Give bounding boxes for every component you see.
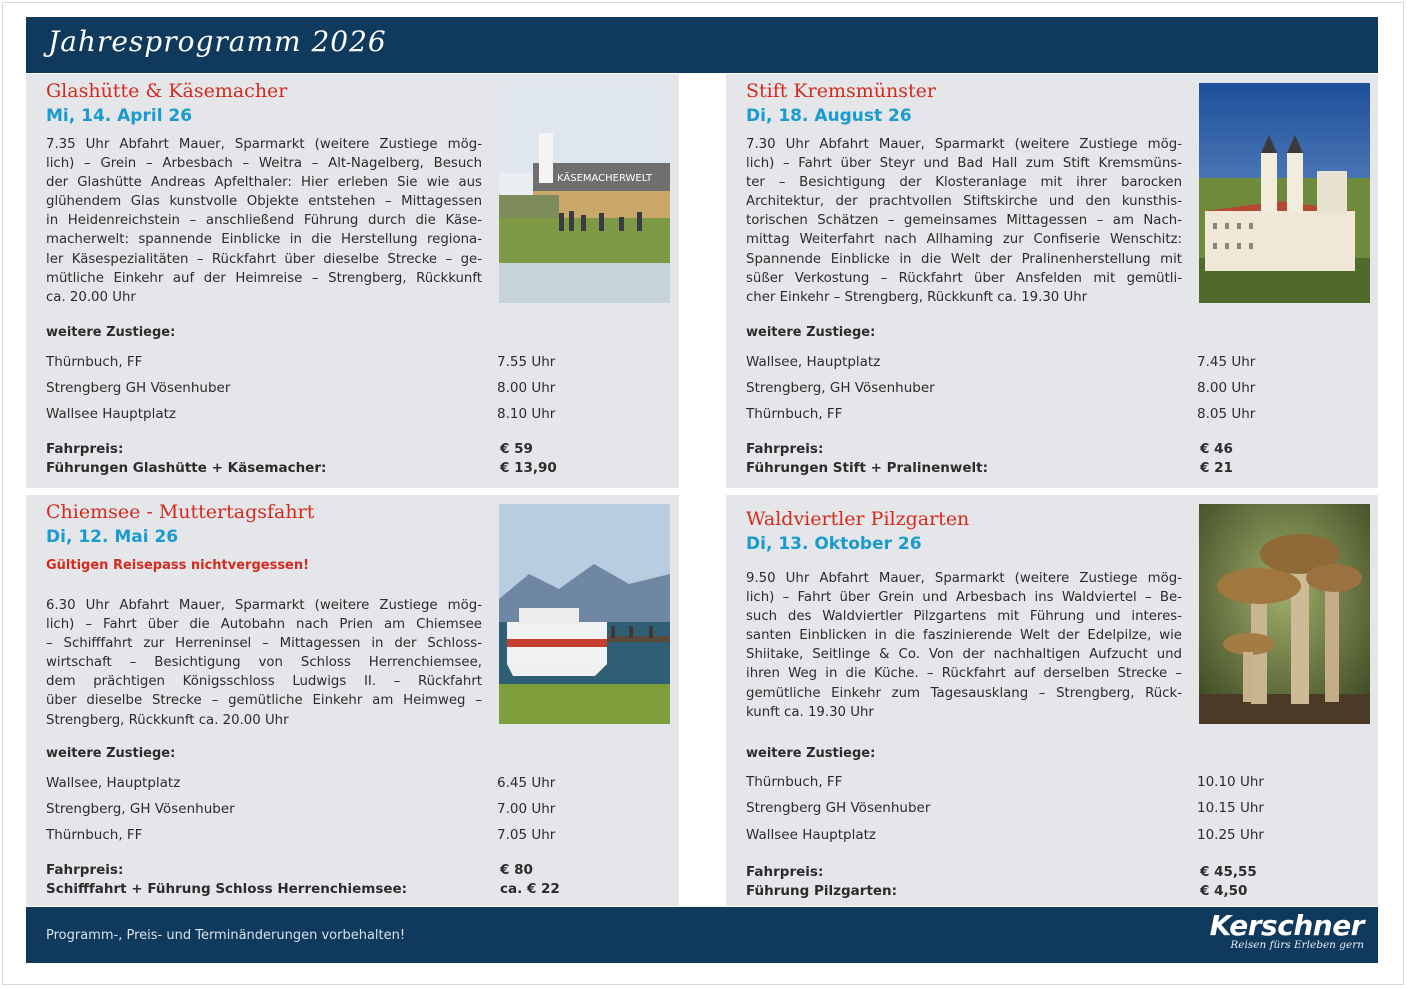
- stop-place: Thürnbuch, FF: [746, 406, 843, 422]
- stop-time: 6.45 Uhr: [497, 775, 556, 791]
- page-title: Jahresprogramm 2026: [48, 25, 387, 58]
- trip-photo-chiemsee: [499, 504, 670, 724]
- brand-logo: [1210, 909, 1364, 951]
- trip-description: 7.35 Uhr Abfahrt Mauer, Sparmarkt (weitere Zustiege mög- lich) – Grein – Arbesbach – Weitra – Alt-Nagelberg, Besuch der Glashütte Andreas Apfelthaler: Hier erleben Sie wie aus glühendem Glas kunstvolle Objekte entstehen – Mittagessen in Heidenreichstein – anschließend Führung durch die Käse- macherwelt: spannende Einblicke in die Herstellung regiona- ler Käsespezialitäten – Rückfahrt über dieselbe Strecke – ge- mütliche Einkehr auf der Heimreise – Strengberg, Rückkunft ca. 20.00 Uhr: [46, 137, 482, 305]
- trip-title: Chiemsee - Muttertagsfahrt: [46, 501, 315, 523]
- stop-place: Wallsee Hauptplatz: [746, 827, 877, 843]
- price-value: € 59: [500, 441, 533, 457]
- stops-heading: weitere Zustiege:: [46, 325, 176, 340]
- trip-card-pilzgarten: [726, 495, 1378, 906]
- stop-time: 8.00 Uhr: [497, 380, 556, 396]
- trip-description: 9.50 Uhr Abfahrt Mauer, Sparmarkt (weitere Zustiege mög- lich) – Fahrt über Grein und Arbesbach ins Waldviertel – Be- such des Waldviertler Pilzgartens mit Führung und interes- santen Einblicken in die faszinierende Welt der Edelpilze, wie Shiitake, Seitlinge & Co. Von der nachhaltigen Aufzucht und ihren Weg in die Küche. – Rückfahrt auf derselben Strecke – gemütliche Einkehr zum Tagesausklang – Strengberg, Rück- kunft ca. 19.30 Uhr: [746, 571, 1182, 720]
- trip-title: Glashütte & Käsemacher: [46, 80, 288, 102]
- trip-card-chiemsee: [26, 495, 679, 906]
- price-value: € 21: [1200, 460, 1233, 476]
- price-label: Führungen Stift + Pralinenwelt:: [746, 460, 989, 476]
- price-label: Fahrpreis:: [746, 864, 824, 880]
- price-value: € 80: [500, 862, 533, 878]
- stop-time: 8.10 Uhr: [497, 406, 556, 422]
- trip-title: Waldviertler Pilzgarten: [746, 508, 970, 530]
- price-value: € 13,90: [500, 460, 557, 476]
- trip-photo-stift: [1199, 83, 1370, 303]
- trip-description: 6.30 Uhr Abfahrt Mauer, Sparmarkt (weitere Zustiege mög- lich) – Fahrt über die Autobahn nach Prien am Chiemsee – Schifffahrt zur Herreninsel – Mittagessen in der Schloss- wirtschaft – Besichtigung von Schloss Herrenchiemsee, dem prächtigen Königsschloss Ludwigs II. – Rückfahrt über dieselbe Strecke – gemütliche Einkehr am Heimweg – Strengberg, Rückkunft ca. 20.00 Uhr: [46, 598, 482, 728]
- trip-card-kremsmuenster: [726, 74, 1378, 488]
- stop-place: Strengberg, GH Vösenhuber: [46, 801, 235, 817]
- stop-place: Strengberg GH Vösenhuber: [46, 380, 231, 396]
- brand-tagline: Reisen fürs Erleben gern: [1230, 939, 1364, 951]
- disclaimer-note: Programm-, Preis- und Terminänderungen vorbehalten!: [46, 928, 406, 943]
- stop-place: Thürnbuch, FF: [746, 774, 843, 790]
- trip-title: Stift Kremsmünster: [746, 80, 936, 102]
- page-footer: [26, 907, 1378, 963]
- trip-warning: Gültigen Reisepass nichtvergessen!: [46, 558, 310, 573]
- price-label: Fahrpreis:: [46, 862, 124, 878]
- stop-place: Thürnbuch, FF: [46, 827, 143, 843]
- stop-time: 8.00 Uhr: [1197, 380, 1256, 396]
- stop-time: 7.05 Uhr: [497, 827, 556, 843]
- stops-heading: weitere Zustiege:: [746, 325, 876, 340]
- trip-description: 7.30 Uhr Abfahrt Mauer, Sparmarkt (weitere Zustiege mög- lich) – Fahrt über Steyr und Bad Hall zum Stift Kremsmüns- ter – Besichtigung der Klosteranlage mit ihrer barocken Architektur, der prachtvollen Stiftskirche und den kunsthis- torischen Schätzen – gemeinsames Mittagessen – am Nach- mittag Weiterfahrt nach Allhaming zur Confiserie Wenschitz: Spannende Einblicke in die Welt der Pralinenherstellung mit süßer Verkostung – Rückfahrt über Ansfelden mit gemütli- cher Einkehr – Strengberg, Rückkunft ca. 19.30 Uhr: [746, 137, 1182, 305]
- stop-place: Strengberg, GH Vösenhuber: [746, 380, 935, 396]
- page-header: [26, 17, 1378, 73]
- price-value: € 46: [1200, 441, 1233, 457]
- trip-photo-kaesemacherwelt: [499, 83, 670, 303]
- stop-time: 7.55 Uhr: [497, 354, 556, 370]
- price-label: Schifffahrt + Führung Schloss Herrenchiemsee:: [46, 881, 408, 897]
- price-label: Fahrpreis:: [46, 441, 124, 457]
- trip-date: Di, 18. August 26: [746, 106, 912, 126]
- brand-name: Kerschner: [1209, 909, 1364, 942]
- stop-place: Wallsee, Hauptplatz: [746, 354, 881, 370]
- stop-time: 10.15 Uhr: [1197, 800, 1264, 816]
- price-label: Führung Pilzgarten:: [746, 883, 898, 899]
- price-value: € 4,50: [1200, 883, 1248, 899]
- trip-date: Di, 12. Mai 26: [46, 527, 179, 547]
- trip-date: Di, 13. Oktober 26: [746, 534, 922, 554]
- stop-place: Thürnbuch, FF: [46, 354, 143, 370]
- trip-photo-mushrooms: [1199, 504, 1370, 724]
- stop-place: Wallsee, Hauptplatz: [46, 775, 181, 791]
- trip-date: Mi, 14. April 26: [46, 106, 193, 126]
- price-value: ca. € 22: [500, 881, 560, 897]
- photo-sign-text: KÄSEMACHERWELT: [557, 173, 653, 184]
- stop-time: 10.25 Uhr: [1197, 827, 1264, 843]
- stop-time: 8.05 Uhr: [1197, 406, 1256, 422]
- stops-heading: weitere Zustiege:: [46, 746, 176, 761]
- price-value: € 45,55: [1200, 864, 1257, 880]
- price-label: Führungen Glashütte + Käsemacher:: [46, 460, 327, 476]
- stop-time: 7.00 Uhr: [497, 801, 556, 817]
- stops-heading: weitere Zustiege:: [746, 746, 876, 761]
- stop-time: 10.10 Uhr: [1197, 774, 1264, 790]
- trip-card-glashuette: [26, 74, 679, 488]
- stop-time: 7.45 Uhr: [1197, 354, 1256, 370]
- stop-place: Strengberg GH Vösenhuber: [746, 800, 931, 816]
- stop-place: Wallsee Hauptplatz: [46, 406, 177, 422]
- price-label: Fahrpreis:: [746, 441, 824, 457]
